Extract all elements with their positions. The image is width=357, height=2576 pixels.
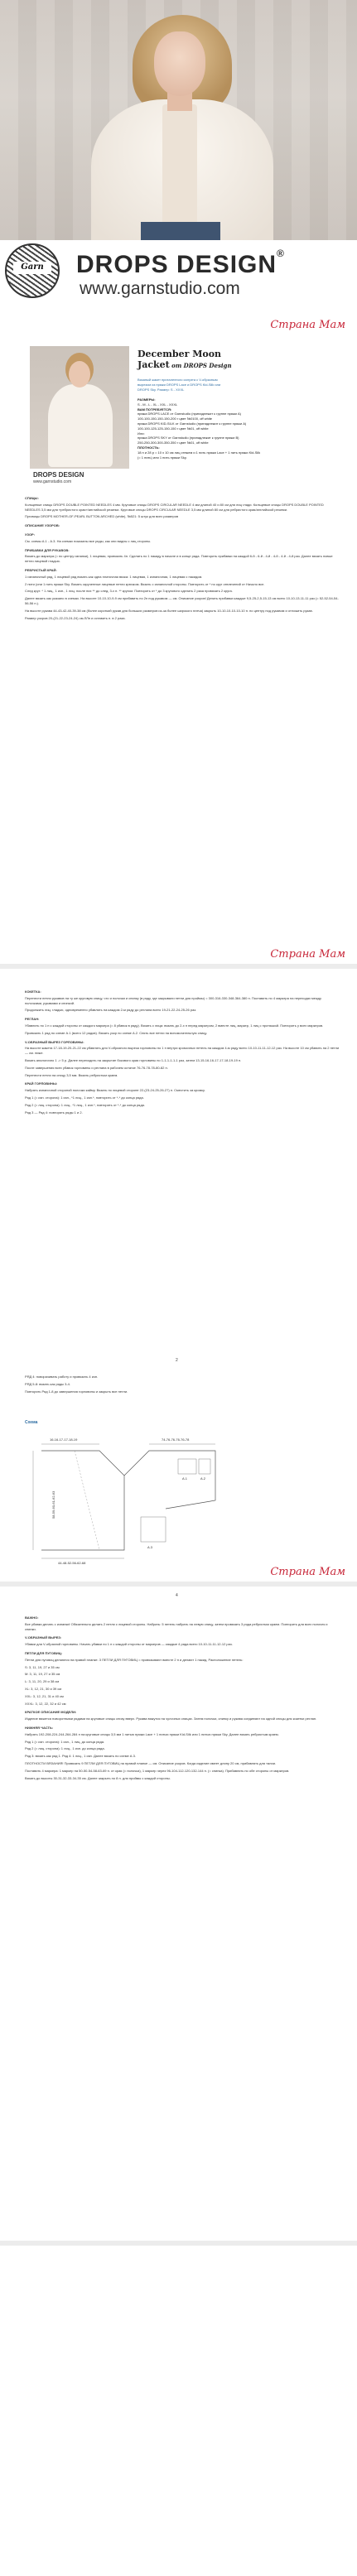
page-number-2: 2 [176,1358,178,1363]
pattern-specs: РАЗМЕРЫ: S - M - L - XL - XXL - XXXL ВАМ ПОТРЕБУЕТСЯ: пряжа DROPS LACE от Garnstudio (принадлежит к группе пряжи А) 100-100-150-150-150-200 г цвет №0100, off white пряжа DROPS KID-SILK от Garnstudio (принадлежит к группе пряжи А) 100-100-125-125-150-150 г цвет №01, off white Или: пряжа DROPS SKY от Garnstudio (принадлежит к группе пряжи В) 250-250-300-300-350-350 г цвет №01, off white ПЛОТНОСТЬ: 18 п и 28 р = 10 х 10 см лиц стежем и 1 нить пряжи Lace + 1 нить пряжи Kid-Silk (= 1 нить) или 1 нить пряжи Sky. [137,397,261,460]
section-heading: V-ОБРАЗНЫЙ ВЫРЕЗ: [25,1635,62,1640]
watermark-strana-mam: Страна Мам [270,319,345,331]
section-text: Провязать 1 ряд по схеме A.1 (всего 12 рядов). Вязать узор по схеме A.2. Снять все петли на вспомогательную спицу. [25,1030,208,1035]
thumbnail-brand: DROPS DESIGN [33,471,84,479]
dim-label-3: 44-48-52-56-62-68 [58,1561,86,1566]
section-text: На высоте рукава 44-43-42-40-39-38 см (более короткий рукав для больших размеров из-за более широкого плеча) закрыть 10-10-10-10-10-10 п. по центру под рукавом и отложить рукав. [25,608,313,613]
section-text: Повторять Ряд 1-8 до завершения горловины и закрыть все петли. [25,1389,128,1394]
section-heading: КРАЙ ГОРЛОВИНЫ: [25,1081,58,1086]
instructions-part-3 [25,1375,340,1396]
section-text: ПЛОТНОСТИ ВЯЗАНИЯ! Провязать 9 ПЕТЛИ ДЛЯ ПУГОВИЦ на правой планке — см. Описание узоров. Когда изделие имеет длину 20 см, прибавлять для талии. [25,1760,277,1765]
instructions-part-4 [25,1611,340,1783]
section-heading: РЕГЛАН: [25,1017,40,1022]
section-text: Все убавки делать с изнанки! Обязательно делать 2 петли с лицевой стороны. Набрать: 5 петель набрать на левую спицу, затем провязать 3 ряда ребристым краем. Повторить для всех полочек и спинки. [25,1621,328,1631]
section-heading: СПИЦЫ: [25,496,39,500]
section-text: Вязать до высоты 30-31-32-33-34-35 см. Далее закрыть по 8 п. для проймы с каждой стороны. [25,1775,171,1780]
chart-a2-label: A.2 [200,1476,206,1481]
section-text: Кольцевые спицы DROPS DOUBLE POINTED NEEDLES 4 мм. Круговые спицы DROPS CIRCULAR NEEDLE 4 мм длиной 40 и 80 см для лиц глади. Кольцевые спицы DROPS DOUBLE POINTED NEEDLES 3,5 мм для «ребристого края»/английской резинки. Круговые спицы DROPS CIRCULAR NEEDLE 3,5 мм длиной 80 см для ребристого края/английской резинки. [25,502,324,512]
section-text: РЯД 5-8: вязать как ряды 3-4. [25,1381,71,1386]
section-text: Ряд 1 (= изн. сторона): 1 изн., *1 лиц., 1 изн.*, повторить от *-* до конца ряда. [25,1095,144,1100]
section-heading: ОПИСАНИЕ УЗОРОВ: [25,523,60,528]
section-text: Изделие вяжется поворотными рядами на круговые спицы снизу вверх. Рукава вяжутся на чулочных спицах. Затем полочки, спинку и рукава соединяют на одной спицы для кокетки реглан. [25,1717,317,1721]
pattern-sheet-3 [0,1587,357,2241]
jeans-shape [141,222,220,240]
section-text: Размер узоров 20-(21-22-23-24-24) см.ЛЛп и оставить п. в 2 раза. [25,615,126,620]
section-text: Пуговицы DROPS MOTHER-OF-PEARL BUTTON ARCHED (white), №521: 5 штук для всех размеров [25,514,179,519]
section-text: Петли для пуговиц делаются на правой планке. 3 ПЕТЛИ ДЛЯ ПУГОВИЦ = провязывают вместе 2 п и делают 1 накид. Расположение петель: [25,1657,244,1662]
section-text: Набрать 192-208-224-244-264-284 п на круговые спицы 3,5 мм 1 нитью пряжи Lace + 1 нитью пряжи Kid-Silk или 1 нитью пряжи Sky. Далее вязать ребристым краем. [25,1731,279,1736]
instructions-part-2 [25,985,340,1117]
section-text: На высоте жакета 17-18-19-20-21-22 см убавлять для V-образного выреза горловины по 1 п внутри кромочных петель на каждом 4-м ряду всего 10-10-11-11-12-12 раз. На высоте 10 см убавить на 2 петли — см. ниже. [25,1046,340,1056]
section-text: XL: 3, 12, 21, 30 и 39 см [25,1686,62,1691]
section-text: РЯД 4: поворачивать работу и провязать 4 изн. [25,1375,99,1379]
dim-label-2: 74-76-76-76-76-78 [162,1437,190,1442]
pattern-title: December Moon Jacket от DROPS Design [137,349,232,370]
brand-name: DROPS DESIGN® [76,248,285,278]
section-text: Далее вязать как указано в схемах. На высоте 10-10-10-9-9 см прибавить по 2п под рукавом — см. Описание узоров! Делать прибавки каждые 9,5-25-2,5-15-13 см всего 10-10-13-11-11 раз (= 52-52-54-54-56-56 п.). [25,596,339,605]
chart-a1-label: A.1 [182,1476,188,1481]
pattern-sheet-4 [0,2246,357,2576]
section-text: XXXL: 3, 12, 22, 32 и 42 см [25,1701,66,1706]
section-text: М: 3, 11, 19, 27 и 35 см [25,1672,60,1677]
watermark-strana-mam-3: Страна Мам [270,1566,345,1578]
section-heading: НИЖНЯЯ ЧАСТЬ: [25,1725,54,1730]
page-number-4: 4 [176,1593,178,1598]
section-heading: КРАТКОЕ ОПИСАНИЕ МОДЕЛИ: [25,1710,77,1715]
cover-sheet [0,0,357,335]
section-text: Послe завершения всех убавок горловины и реглана в рабочем остатке 76-76-78-78-80-82 п. [25,1065,168,1070]
brand-url[interactable]: www.garnstudio.com [80,279,240,298]
section-text: 1 изнаночный ряд, 1 лицевой ряд вязать как одна платочная вязка: 1 лицевая, 1 изнаночная, 1 лицевая с накидом. [25,574,203,579]
pattern-sheet-1 [0,335,357,964]
section-text: Убавлять по 1 п с каждой стороны от каждого маркера (= 8 убавок в ряду). Вязать с лица: вязать до 2-х п перед маркером, 2 вместе лиц, маркер, 1 лиц с протяжкой. Повторить у всех маркеров. [25,1023,324,1028]
section-text: След круг: * 1 лиц., 1 изн., 1 лиц. после них ** до след. 3-х п. ** кругом. Повторить от * до 3 кругового сделать 2 раза провязать 2 круга. [25,589,233,594]
thumbnail-url: www.garnstudio.com [33,479,72,484]
face-shape [154,31,205,96]
pattern-sheet-2 [0,969,357,1582]
section-heading: ПЕТЛИ ДЛЯ ПУГОВИЦ: [25,1650,63,1655]
schematic-diagram [25,1420,207,1568]
section-text: Ряд 2 (= лиц. сторона): 1 лиц., *1 лиц., 1 изн.*, повторить от *-* до конца ряда. [25,1102,146,1107]
chart-a3-label: A.3 [147,1545,153,1550]
section-text: Ряд 3: вязать как ряд 1. Ряд 4: 1 лиц., 1 изн. Далее вязать по схеме A.3. [25,1754,136,1759]
section-text: XXL: 3, 12, 21, 31 и 40 см [25,1693,64,1698]
section-text: Набрать изнаночной стороной полочки кайму. Вязать по лицевой стороне 22-(23-24-25-26-27) п. Сместить за кромку. [25,1088,205,1093]
watermark-strana-mam-2: Страна Мам [270,948,345,961]
instructions-part-1 [25,492,340,623]
section-text: Ряд 2 (= лиц. сторона): 1 лиц., 1 изн. до конца ряда. [25,1746,105,1751]
section-heading: ВАЖНО: [25,1615,39,1620]
section-heading: УЗОР: [25,532,35,537]
cover-photo [0,0,357,240]
section-text: Ряд 3 — Ряд 4: повторять ряды 1 и 2. [25,1110,83,1115]
schematic-label: Схема [25,1420,38,1425]
schematic-svg [25,1426,240,1567]
brand-block [0,240,357,315]
section-text: L: 3, 11, 20, 29 и 38 см [25,1679,60,1684]
section-heading: ПРИБАВКИ ДЛЯ РУКАВОВ: [25,547,70,552]
section-text: Вязать до маркера (= по центру изнанки), 1 лицевая, провязать 4п. Сделать по 1 накиду в начале и в конце ряда. Повторить прибавки на каждой 6-й - 6-й - 4-й - 4-й - 4-й - 4-й раз. Далее вязать новые петли лицевой гладью. [25,554,333,564]
thumbnail-face [69,361,90,388]
section-text: Перенести петли на спицу 3,5 мм. Вязать ребристым краем. [25,1072,118,1077]
pattern-intro: Вязаный жакет приталенного силуэта с V-образным вырезом из пряжи DROPS Lace и DROPS Kid-Silk или DROPS Sky. Размер: S - XXXL [137,378,221,392]
section-text: Убавки для V-образной горловины. Начать убавки по 1 п с каждой стороны от маркеров — каждые 4 ряда всего 10-10-11-11-12-12 раз. [25,1642,233,1647]
thumbnail-jacket [48,384,113,467]
section-text: Поставить 4 маркера: 1 маркер на 50-50-54-58-63-69 п. от края (= полочка), 1 маркер через 96-104-112-120-132-144 п. (= спинка). Прибавлять по обе стороны от маркеров. [25,1768,290,1773]
section-heading: КОКЕТКА: [25,989,41,994]
section-text: 2 нити (они 1 нить пряжи Sky. Вязать скрученные лицевые петли крючком. Вязать с изнаночной стороны. Повторить от * по круг отвлечений от Начало все. [25,581,265,586]
shirt-shape [162,104,197,240]
dim-label-4: 58-59-60-61-62-63 [51,1490,55,1519]
section-text: Ряд 1 (= изн. сторона): 1 изн., 1 лиц. до конца ряда. [25,1739,105,1744]
section-text: S: 3, 11, 19, 27 и 35 см [25,1664,60,1669]
section-heading: V-ОБРАЗНЫЙ ВЫРЕЗ ГОРЛОВИНЫ: [25,1039,84,1044]
section-text: Продолжить лиц. гладью, одновременно убавлять на каждом 2-м ряду до реглана всего 19-21-22-24-25-26 раз. [25,1008,197,1013]
yarn-ball-logo-text: Garn [13,262,51,274]
section-text: Вязать аналогично 1 -> 5 р. Далее переходить на закрытие бокового края горловины по 1-1-1-1-1-1 раз, затем 13-15-16-16-17-17-18-19-19 п. [25,1057,242,1062]
dim-label-1: 16-16-17-17-18-19 [50,1437,78,1442]
thumbnail-photo [30,346,129,469]
section-heading: РЕБРИСТЫЙ КРАЙ: [25,567,57,572]
section-text: См. схемы А.1 - А.3. На схемах показаны все ряды, как они видны с лиц стороны. [25,538,152,543]
section-text: Перенести петли рукавов на ту же круговую спицу, что и полочки и спинку (в ряду, где закрывали петли для проймы) = 300-316-330-348-364-380 п. Поставить по 4 маркера на переходах между полочками, рукавами и спинкой. [25,995,321,1005]
